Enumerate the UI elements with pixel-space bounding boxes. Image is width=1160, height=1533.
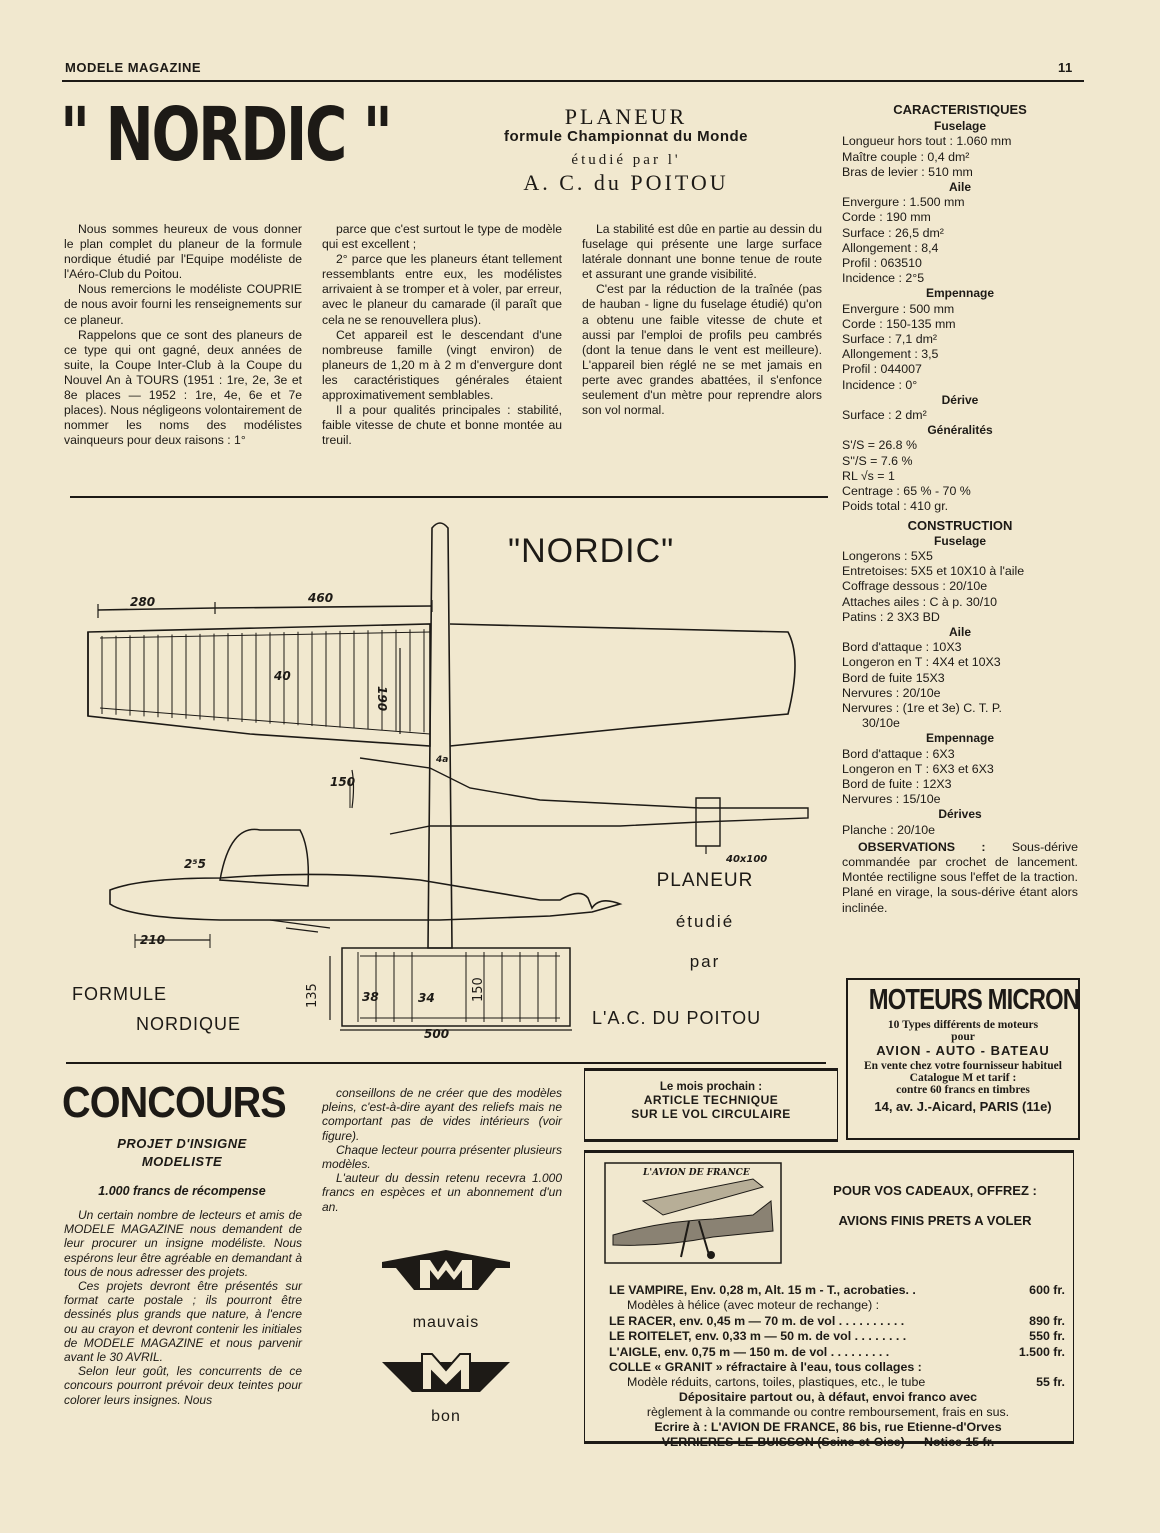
dim-190: 190 xyxy=(375,686,389,712)
dim-40: 40 xyxy=(274,669,291,683)
spec-row: S'/S = 26.8 % xyxy=(842,438,918,453)
construction-row: Bord d'attaque : 10X3 xyxy=(842,640,962,655)
dim-34: 34 xyxy=(418,991,435,1005)
construction-row: Nervures : (1re et 3e) C. T. P. xyxy=(842,700,1002,715)
price-row-label: Modèles à hélice (avec moteur de rechange) : xyxy=(627,1298,880,1313)
spec-section-heading: Dérive xyxy=(941,392,979,407)
construction-row: Bord de fuite : 12X3 xyxy=(842,776,952,791)
construction-row: Longeron en T : 4X4 et 10X3 xyxy=(842,655,1001,670)
avion-head-2: AVIONS FINIS PRETS A VOLER xyxy=(838,1213,1032,1228)
construction-section-heading: Empennage xyxy=(925,731,994,746)
spec-row: Maître couple : 0,4 dm² xyxy=(842,149,970,164)
paragraph: conseillons de ne créer que des modèles pleins, c'est-à-dire ayant des reliefs mais ne comportant pas de vides intérieurs (voir figure). xyxy=(322,1086,562,1143)
construction-section-heading: Fuselage xyxy=(933,533,987,548)
construction-section-heading: Dérives xyxy=(938,807,982,822)
paragraph: Rappelons que ce sont des planeurs de ce type qui ont gagné, deux années de suite, la Coupe Inter-Club à la Coupe du Nouvel An à TOURS (1951 : 1re, 2e, 3e et 8e places — 1952 : 1re, 4e, 6e et 7e places). Nous négligeons volontairement de nommer les noms des modélistes vainqueurs pour deux raisons : 1° xyxy=(64,327,302,448)
avion-footer-4: VERRIERES-LE-BUISSON (Seine-et-Oise) — Notice 15 fr. xyxy=(661,1435,995,1449)
plane-illustration xyxy=(603,1161,783,1265)
price-row-price: 55 fr. xyxy=(1036,1375,1065,1390)
concours-sub-2: MODELISTE xyxy=(141,1154,223,1169)
article-rule xyxy=(70,496,828,498)
concours-title: CONCOURS xyxy=(62,1078,286,1127)
spec-row: Allongement : 8,4 xyxy=(842,240,939,255)
drawing-caption-planeur: PLANEUR xyxy=(656,870,754,891)
dim-40x100: 40x100 xyxy=(726,854,768,865)
article-column-2 xyxy=(322,222,562,448)
drawing-caption-nordique: NORDIQUE xyxy=(136,1014,242,1034)
specifications-panel xyxy=(842,102,1078,916)
badge-bad-example xyxy=(376,1246,516,1306)
dim-4a: 4a xyxy=(436,755,449,765)
micron-line-6: contre 60 francs en timbres xyxy=(896,1084,1030,1096)
drawing-title: "NORDIC" xyxy=(508,532,675,570)
drawing-caption-formule: FORMULE xyxy=(72,984,168,1004)
construction-row: Attaches ailes : C à p. 30/10 xyxy=(842,594,997,609)
price-row-label: LE ROITELET, env. 0,33 m — 50 m. de vol . . . . . . . . xyxy=(609,1329,907,1344)
construction-row: Coffrage dessous : 20/10e xyxy=(842,579,988,594)
article-title: " NORDIC " xyxy=(60,92,391,178)
spec-row: Longueur hors tout : 1.060 mm xyxy=(842,134,1012,149)
micron-line-5: Catalogue M et tarif : xyxy=(909,1072,1017,1084)
spec-row: Profil : 044007 xyxy=(842,362,922,377)
badge-good-example xyxy=(376,1346,516,1406)
spec-row: Envergure : 1.500 mm xyxy=(842,195,965,210)
dim-38: 38 xyxy=(362,990,379,1004)
paragraph: parce que c'est surtout le type de modèle qui est excellent ; xyxy=(322,222,562,252)
paragraph: L'auteur du dessin retenu recevra 1.000 francs en espèces et un abonnement d'un an. xyxy=(322,1171,562,1214)
micron-line-4: En vente chez votre fournisseur habituel xyxy=(864,1060,1062,1072)
subtitle-planeur: PLANEUR xyxy=(564,104,688,129)
observations-label: OBSERVATIONS : xyxy=(858,839,986,854)
dim-280: 280 xyxy=(130,595,156,609)
paragraph: 2° parce que les planeurs étant tellement ressemblants entre eux, les modélistes arrivaient à se tromper et à voler, par erreur, avec le planeur du camarade (il paraît que cela ne se renouvellera plus). xyxy=(322,252,562,327)
next-month-line-2: ARTICLE TECHNIQUE xyxy=(643,1093,779,1107)
construction-row: Planche : 20/10e xyxy=(842,822,936,837)
price-row-price: 600 fr. xyxy=(1029,1283,1065,1297)
dim-460: 460 xyxy=(308,591,334,605)
price-row-label: L'AIGLE, env. 0,75 m — 150 m. de vol . . . . . . . . . xyxy=(609,1344,890,1359)
spec-row: Surface : 7,1 dm² xyxy=(842,332,938,347)
avion-de-france-ad xyxy=(584,1150,1074,1449)
micron-ad xyxy=(846,978,1080,1140)
micron-line-7: 14, av. J.-Aicard, PARIS (11e) xyxy=(874,1099,1052,1114)
paragraph: Nous sommes heureux de vous donner le plan complet du planeur de la formule nordique étudié par l'Equipe modéliste de l'Aéro-Club du Poitou. xyxy=(64,222,302,282)
dim-150: 150 xyxy=(330,775,356,789)
next-month-line-3: SUR LE VOL CIRCULAIRE xyxy=(631,1107,791,1121)
spec-row: Surface : 2 dm² xyxy=(842,408,927,423)
page-number: 11 xyxy=(1058,60,1073,75)
paragraph: Cet appareil est le descendant d'une nombreuse famille (vingt environ) de planeurs de 1,20 m à 2 m d'envergure dont les caractéristiques générales étaient approximativement semblables. xyxy=(322,327,562,403)
paragraph: Un certain nombre de lecteurs et amis de MODELE MAGAZINE nous demandent de leur procurer un insigne modéliste. Nous espérons leur être agréable en demandant à tous de nous adresser des projets. xyxy=(64,1208,302,1279)
next-month-label: Le mois prochain : xyxy=(659,1081,763,1093)
spec-section-heading: Aile xyxy=(948,180,971,195)
spec-row: RL √s = 1 xyxy=(842,468,895,483)
paragraph: Selon leur goût, les concurrents de ce concours pourront prévoir deux teintes pour colorer leurs insignes. Nous xyxy=(64,1364,302,1407)
spec-section-heading: Fuselage xyxy=(933,119,987,134)
price-row-label: LE VAMPIRE, Env. 0,28 m, Alt. 15 m - T., acrobaties. . xyxy=(609,1283,916,1297)
badge-bad-label: mauvais xyxy=(412,1314,480,1331)
construction-title: CONSTRUCTION xyxy=(907,518,1013,534)
article-column-3 xyxy=(582,222,822,418)
price-row-label: LE RACER, env. 0,45 m — 70 m. de vol . . . . . . . . . . xyxy=(609,1313,905,1328)
avion-footer xyxy=(595,1390,1061,1420)
price-row xyxy=(609,1375,1065,1390)
spec-row: Allongement : 3,5 xyxy=(842,347,939,362)
price-row xyxy=(609,1345,1065,1360)
construction-row: Longeron en T : 6X3 et 6X3 xyxy=(842,761,994,776)
spec-section-heading: Empennage xyxy=(925,286,994,301)
price-row-price: 1.500 fr. xyxy=(1018,1344,1065,1359)
paragraph: C'est par la réduction de la traînée (pas de hauban - ligne du fuselage étudié) qu'on a obtenu une faible vitesse de chute et aussi par l'emploi de profils peu cambrés (dont la tenue dans le vent est meilleure). L'appareil bien réglé ne se met jamais en perte avec grandes abattées, il s'enfonce seulement d'un mètre pour reprendre alors son vol normal. xyxy=(582,282,822,418)
spec-row: Incidence : 0° xyxy=(842,377,918,392)
spec-row: S''/S = 7.6 % xyxy=(842,453,913,468)
micron-title: MOTEURS MICRON xyxy=(868,984,1080,1016)
drawing-caption-par: par xyxy=(689,952,721,971)
price-row xyxy=(609,1283,1065,1298)
avion-head-1: POUR VOS CADEAUX, OFFREZ : xyxy=(833,1183,1037,1198)
avion-footer-1: Dépositaire partout ou, à défaut, envoi franco avec xyxy=(678,1390,978,1404)
dim-135: 135 xyxy=(305,983,320,1008)
spec-row: Centrage : 65 % - 70 % xyxy=(842,484,971,499)
spec-row: Bras de levier : 510 mm xyxy=(842,164,973,179)
construction-row: Nervures : 20/10e xyxy=(842,685,941,700)
price-row-price: 550 fr. xyxy=(1029,1329,1065,1344)
spec-row: Surface : 26,5 dm² xyxy=(842,225,944,240)
price-row xyxy=(609,1314,1065,1329)
avion-footer-3: Ecrire à : L'AVION DE FRANCE, 86 bis, rue Etienne-d'Orves xyxy=(654,1420,1002,1434)
drawing-caption-etudie: étudié xyxy=(675,912,735,931)
specs-title: CARACTERISTIQUES xyxy=(893,102,1027,117)
price-row-label: COLLE « GRANIT » réfractaire à l'eau, tous collages : xyxy=(609,1360,922,1375)
drawing-rule xyxy=(66,1062,826,1064)
construction-row: Patins : 2 3X3 BD xyxy=(842,609,940,624)
paragraph: Chaque lecteur pourra présenter plusieurs modèles. xyxy=(322,1142,562,1172)
spec-row: Incidence : 2°5 xyxy=(842,271,925,286)
observations-text: Sous-dérive commandée par crochet de lancement. Montée rectiligne sous l'effet de la traction. Plané en virage, la sous-dérive étant alors inclinée. xyxy=(842,839,1078,915)
subtitle-formule: formule Championnat du Monde xyxy=(504,128,748,145)
spec-row: Profil : 063510 xyxy=(842,256,922,271)
dim-25: 2⁵5 xyxy=(184,857,206,871)
construction-row: 30/10e xyxy=(862,716,900,731)
spec-row: Poids total : 410 gr. xyxy=(842,499,949,514)
subtitle-etudie: étudié par l' xyxy=(571,152,681,168)
paragraph: Ces projets devront être présentés sur format carte postale ; ils pourront être dessinés plus grands que nature, à l'encre ou au crayon et devront contenir les initiales de MODELE MAGAZINE et nous parvenir avant le 30 AVRIL. xyxy=(64,1279,302,1365)
micron-line-2: pour xyxy=(951,1031,975,1043)
paragraph: Nous remercions le modéliste COUPRIE de nous avoir fourni les renseignements sur ce planeur. xyxy=(64,282,302,327)
concours-prize: 1.000 francs de récompense xyxy=(98,1184,266,1198)
price-row-label: Modèle réduits, cartons, toiles, plastiques, etc., le tube xyxy=(627,1375,926,1390)
observations xyxy=(842,840,1078,916)
dim-210: 210 xyxy=(140,933,166,947)
magazine-name: MODELE MAGAZINE xyxy=(65,60,202,75)
spec-row: Corde : 190 mm xyxy=(842,210,931,225)
paragraph: La stabilité est dûe en partie au dessin du fuselage qui présente une large surface latérale donnant une bonne tenue de route et assurant une grande visibilité. xyxy=(582,222,822,282)
construction-row: Nervures : 15/10e xyxy=(842,792,941,807)
concours-column-1 xyxy=(64,1208,302,1407)
micron-line-3: AVION - AUTO - BATEAU xyxy=(876,1043,1050,1058)
spec-section-heading: Généralités xyxy=(927,423,993,438)
spec-row: Corde : 150-135 mm xyxy=(842,316,956,331)
next-month-box xyxy=(584,1068,838,1142)
avion-logo: L'AVION DE FRANCE xyxy=(643,1168,750,1178)
price-row xyxy=(609,1329,1065,1344)
avion-price-list xyxy=(609,1283,1065,1391)
header-rule xyxy=(62,80,1084,82)
badge-good-label: bon xyxy=(431,1408,461,1425)
price-row xyxy=(609,1298,1065,1313)
construction-row: Longerons : 5X5 xyxy=(842,548,933,563)
construction-row: Bord de fuite 15X3 xyxy=(842,670,945,685)
article-column-1 xyxy=(64,222,302,448)
avion-footer-block xyxy=(595,1420,1061,1450)
dim-150-tail: 150 xyxy=(471,977,486,1002)
construction-row: Entretoises: 5X5 et 10X10 à l'aile xyxy=(842,564,1025,579)
construction-row: Bord d'attaque : 6X3 xyxy=(842,746,955,761)
price-row-price: 890 fr. xyxy=(1029,1313,1065,1328)
concours-sub-1: PROJET D'INSIGNE xyxy=(117,1136,247,1151)
drawing-caption-club: L'A.C. DU POITOU xyxy=(592,1008,762,1028)
concours-column-2 xyxy=(322,1086,562,1214)
avion-footer-2: règlement à la commande ou contre remboursement, frais en sus. xyxy=(646,1405,1010,1419)
dim-500: 500 xyxy=(424,1027,450,1041)
subtitle-club: A. C. du POITOU xyxy=(523,170,729,195)
micron-line-1: 10 Types différents de moteurs xyxy=(887,1019,1039,1031)
construction-section-heading: Aile xyxy=(948,624,971,639)
paragraph: Il a pour qualités principales : stabilité, faible vitesse de chute et bonne montée au treuil. xyxy=(322,403,562,448)
spec-row: Envergure : 500 mm xyxy=(842,301,955,316)
price-row xyxy=(609,1360,1065,1375)
